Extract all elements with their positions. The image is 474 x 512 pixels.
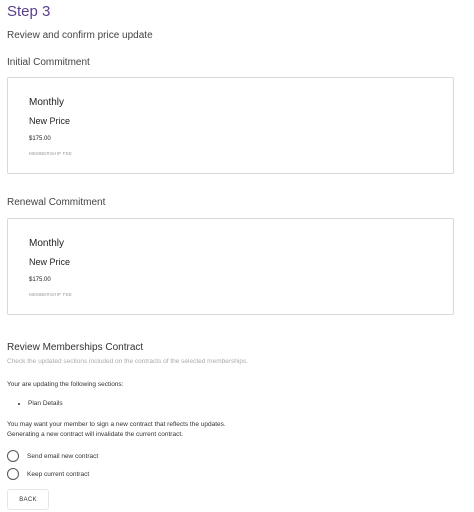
radio-button[interactable] — [7, 468, 19, 480]
updated-sections-list — [16, 400, 63, 407]
renewal-commitment-card — [7, 218, 454, 315]
renewal-fee-label: MEMBERSHIP FEE — [29, 292, 72, 297]
back-button[interactable]: BACK — [7, 489, 49, 510]
send-email-new-contract-option[interactable] — [7, 450, 98, 462]
step-subtitle: Review and confirm price update — [7, 30, 153, 41]
option-label: Send email new contract — [27, 452, 99, 460]
renewal-price: $175.00 — [29, 277, 51, 283]
contract-description: Check the updated sections included on the contracts of the selected memberships. — [7, 358, 249, 365]
initial-fee-label: MEMBERSHIP FEE — [29, 151, 72, 156]
step-title: Step 3 — [7, 3, 51, 20]
renewal-commitment-label: Renewal Commitment — [7, 197, 106, 208]
keep-current-contract-option[interactable] — [7, 468, 89, 480]
renewal-frequency: Monthly — [29, 238, 65, 249]
updating-sections-text: Your are updating the following sections: — [7, 381, 124, 388]
option-label: Keep current contract — [27, 470, 90, 478]
initial-commitment-card — [7, 77, 454, 174]
radio-button[interactable] — [7, 450, 19, 462]
notice-line: You may want your member to sign a new contract that reflects the updates. — [7, 421, 226, 428]
initial-new-price-label: New Price — [29, 116, 71, 126]
contract-notice — [7, 420, 307, 440]
notice-line: Generating a new contract will invalidate the current contract. — [7, 431, 183, 438]
initial-price: $175.00 — [29, 136, 51, 142]
initial-frequency: Monthly — [29, 97, 65, 108]
list-item: • Plan Details — [28, 400, 63, 407]
initial-commitment-label: Initial Commitment — [7, 57, 90, 68]
contract-title: Review Memberships Contract — [7, 342, 144, 353]
renewal-new-price-label: New Price — [29, 257, 71, 267]
